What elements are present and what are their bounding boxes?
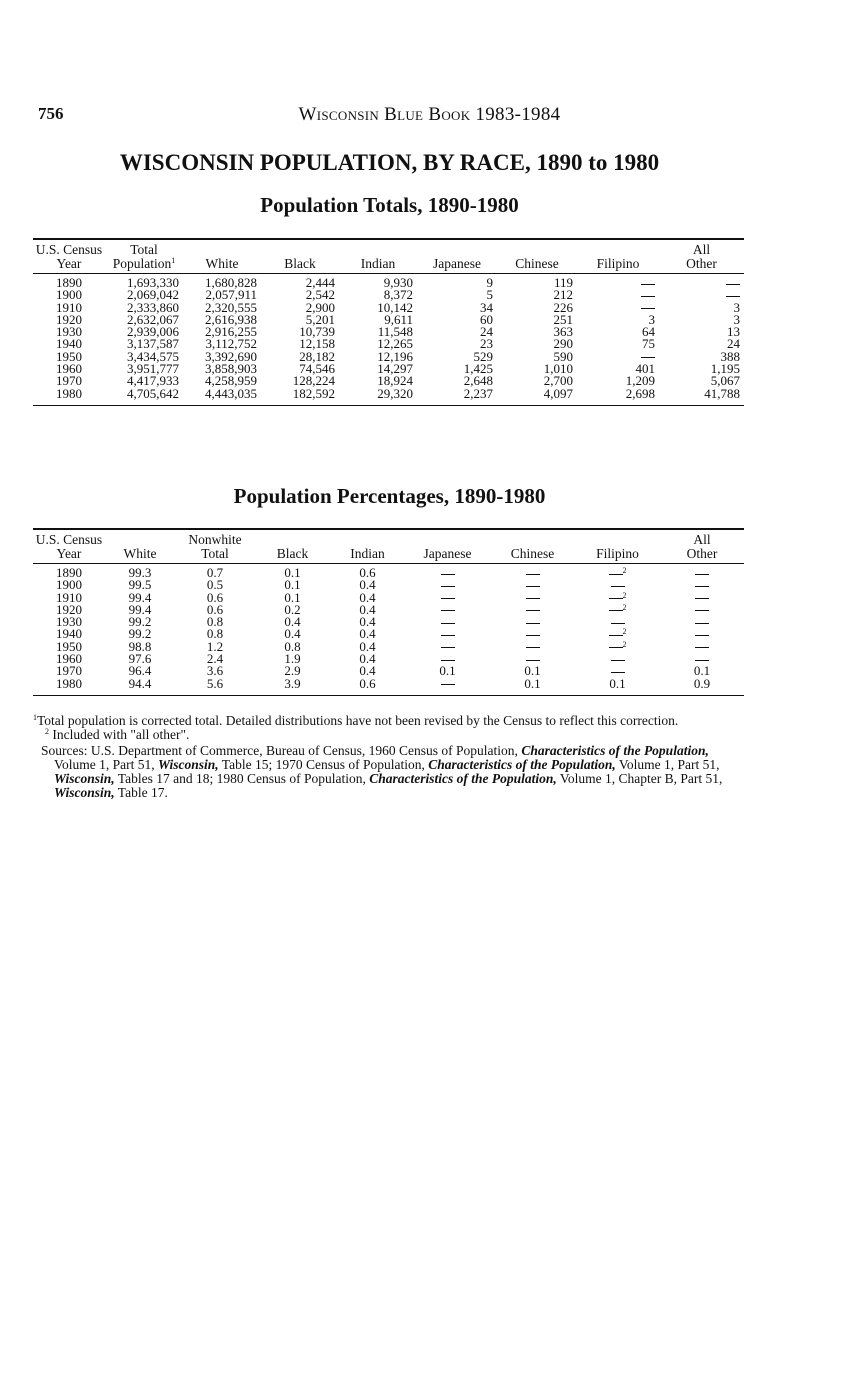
value-cell: 0.4 [284,614,301,630]
value-cell [575,616,660,628]
value-cell: 2,900 [305,299,335,315]
dash-mark [695,647,709,648]
value-cell: 1,209 [625,373,655,389]
table-row [33,678,744,696]
value-cell: 0.8 [206,614,224,630]
year-cell: 1930 [56,614,82,630]
col-header-black: Black [261,243,339,274]
value-cell: 529 [473,348,493,364]
value-cell: 41,788 [659,388,744,406]
value-cell: 12,196 [377,348,413,364]
footnote-2: $^2$ Included with "all other". [45,727,190,742]
footnote-ref-1: 1 [171,256,176,265]
publication-title: Wisconsin, [158,757,219,772]
value-cell [405,641,490,653]
dash-mark [641,357,655,358]
value-cell: 1.2 [206,638,224,654]
value-cell: 9,930 [383,275,413,290]
page-number: 756 [38,104,64,123]
value-cell [660,616,744,628]
year-cell: 1930 [56,324,82,340]
year-cell: 1970 [56,663,82,679]
value-cell: 10,142 [377,299,413,315]
value-cell: 0.1 [284,577,301,593]
dash-mark [526,635,540,636]
value-cell: 0.6 [359,565,376,580]
value-cell: 0.6 [206,589,224,605]
value-cell: 3.9 [255,678,330,696]
dash-mark [441,598,455,599]
value-cell: 0.4 [359,626,376,642]
value-cell: 388 [720,348,740,364]
value-cell [405,592,490,604]
publication-title: Wisconsin, [54,785,115,800]
dash-mark [695,660,709,661]
value-cell [660,641,744,653]
value-cell: 34 [480,299,493,315]
value-cell: 2,320,555 [205,299,257,315]
value-cell [575,579,660,591]
value-cell: 97.6 [128,651,152,667]
value-cell: 0.4 [359,601,376,617]
value-cell [405,628,490,640]
dash-mark [526,574,540,575]
value-cell: 4,443,035 [183,388,261,406]
year-cell: 1950 [56,348,82,364]
value-cell: 2.4 [206,651,224,667]
value-cell: 4,258,959 [205,373,257,389]
dash-mark [695,586,709,587]
col-header-all-other: All Other [659,243,744,274]
col-header-white: White [183,243,261,274]
value-cell: 3,392,690 [205,348,257,364]
col-header-filipino: Filipino [575,533,660,564]
dash-mark [609,598,623,599]
value-cell: 2,542 [305,287,335,303]
dash-mark [526,660,540,661]
value-cell: 3,951,777 [127,361,179,377]
value-cell: 2.9 [284,663,301,679]
value-cell: 0.4 [359,577,376,593]
dash-mark [726,284,740,285]
value-cell: 12,158 [299,336,335,352]
dash-mark [611,623,625,624]
dash-mark [695,610,709,611]
value-cell: 98.8 [128,638,152,654]
value-cell: 13 [727,324,740,340]
value-cell: 24 [727,336,740,352]
value-cell: 11,548 [377,324,413,340]
footnotes [33,714,745,800]
value-cell: 99.4 [128,589,152,605]
publication-title: Characteristics of the Population, [369,771,557,786]
value-cell: 1,195 [710,361,740,377]
value-cell: 96.4 [128,663,152,679]
year-cell: 1920 [56,601,82,617]
value-cell: 2,237 [417,388,497,406]
value-cell: 14,297 [377,361,413,377]
value-cell [660,592,744,604]
value-cell: 0.6 [330,678,405,696]
value-cell: 0.1 [439,663,456,679]
value-cell [490,604,575,616]
year-cell: 1890 [56,565,82,580]
col-header-nonwhite-total: Nonwhite Total [175,533,255,564]
value-cell: 251 [553,311,573,327]
value-cell: 2 [575,641,660,653]
dash-mark [609,610,623,611]
value-cell: 363 [553,324,573,340]
value-cell: 1.9 [284,651,301,667]
col-header-indian: Indian [339,243,417,274]
value-cell: 28,182 [299,348,335,364]
col-header-chinese: Chinese [490,533,575,564]
value-cell: 0.6 [206,601,224,617]
value-cell [490,641,575,653]
col-header-filipino: Filipino [577,243,659,274]
value-cell: 290 [553,336,573,352]
value-cell: 99.4 [128,601,152,617]
value-cell: 0.4 [284,626,301,642]
value-cell: 3 [733,311,740,327]
value-cell: 2,444 [305,275,335,290]
value-cell: 182,592 [261,388,339,406]
dash-mark [695,598,709,599]
value-cell: 1,680,828 [205,275,257,290]
dash-mark [609,574,623,575]
value-cell: 0.1 [490,678,575,696]
value-cell [577,274,659,290]
dash-mark [441,586,455,587]
value-cell [575,653,660,665]
value-cell [577,302,659,314]
dash-mark [441,684,455,685]
year-cell: 1940 [56,336,82,352]
sources-note [37,744,745,800]
value-cell: 18,924 [377,373,413,389]
value-cell: 2,916,255 [205,324,257,340]
value-cell: 24 [480,324,493,340]
source-text: Table 17. [114,785,168,800]
dash-mark [526,586,540,587]
col-header-black: Black [255,533,330,564]
dash-mark [441,623,455,624]
dash-mark [611,672,625,673]
value-cell: 1,425 [463,361,493,377]
value-cell: 99.5 [128,577,152,593]
population-totals-table [33,238,744,406]
value-cell: 3.6 [206,663,224,679]
value-cell: 4,705,642 [105,388,183,406]
value-cell: 2 [575,564,660,580]
table-row [33,388,744,406]
dash-mark [641,284,655,285]
value-cell: 0.4 [359,614,376,630]
value-cell [660,628,744,640]
year-cell: 1890 [56,275,82,290]
value-cell: 9,611 [384,311,413,327]
value-cell [660,579,744,591]
year-cell: 1980 [33,388,105,406]
value-cell: 226 [553,299,573,315]
source-text: Table 15; 1970 Census of Population, [218,757,429,772]
value-cell: 99.2 [128,626,152,642]
value-cell: 2,700 [543,373,573,389]
value-cell: 99.3 [128,565,152,580]
value-cell: 5,201 [305,311,335,327]
value-cell: 3 [648,311,655,327]
value-cell: 2,648 [463,373,493,389]
running-head: Wisconsin Blue Book 1983-1984 [298,104,561,125]
value-cell: 94.4 [105,678,175,696]
dash-mark [441,610,455,611]
value-cell: 5,067 [710,373,740,389]
value-cell: 0.8 [206,626,224,642]
value-cell: 0.5 [206,577,224,593]
dash-mark [441,574,455,575]
year-cell: 1980 [33,678,105,696]
value-cell: 3,434,575 [127,348,179,364]
value-cell: 0.1 [284,565,301,580]
publication-title: Characteristics of the Population, [521,743,709,758]
dash-mark [641,308,655,309]
value-cell: 0.4 [359,663,376,679]
value-cell: 3,858,903 [205,361,257,377]
value-cell: 1,010 [543,361,573,377]
source-text: Sources: U.S. Department of Commerce, Bureau of Census, 1960 Census of Population, [41,743,522,758]
value-cell [405,579,490,591]
value-cell: 3 [733,299,740,315]
value-cell [577,289,659,301]
value-cell [659,289,744,301]
dash-mark [526,610,540,611]
dash-mark [641,296,655,297]
population-percentages-table [33,528,744,696]
dash-mark [611,660,625,661]
value-cell: 2,069,042 [127,287,179,303]
value-cell: 64 [642,324,655,340]
value-cell [659,274,744,290]
dash-mark [726,296,740,297]
col-header-all-other: All Other [660,533,744,564]
value-cell: 0.4 [359,638,376,654]
percentages-title: Population Percentages, 1890-1980 [233,484,546,508]
value-cell [490,592,575,604]
value-cell: 23 [480,336,493,352]
value-cell: 0.4 [359,589,376,605]
value-cell: 2 [575,628,660,640]
value-cell: 75 [642,336,655,352]
dash-mark [526,598,540,599]
col-header-japanese: Japanese [405,533,490,564]
value-cell: 60 [480,311,493,327]
year-cell: 1960 [56,651,82,667]
source-text: Volume 1, Part 51, [615,757,720,772]
col-header-year: U.S. Census Year [33,533,105,564]
year-cell: 1920 [56,311,82,327]
value-cell: 74,546 [299,361,335,377]
dash-mark [609,647,623,648]
value-cell: 5 [486,287,493,303]
value-cell: 10,739 [299,324,335,340]
value-cell: 4,417,933 [127,373,179,389]
value-cell [490,564,575,580]
dash-mark [526,623,540,624]
dash-mark [695,623,709,624]
value-cell: 212 [553,287,573,303]
value-cell: 0.1 [693,663,711,679]
value-cell: 401 [635,361,655,377]
value-cell: 9 [486,275,493,290]
source-text: Tables 17 and 18; 1980 Census of Population, [114,771,370,786]
value-cell: 1,693,330 [127,275,179,290]
value-cell: 2 [575,604,660,616]
col-header-japanese: Japanese [417,243,497,274]
value-cell [405,604,490,616]
publication-title: Characteristics of the Population, [428,757,616,772]
year-cell: 1910 [56,299,82,315]
footnote-1: $^1$Total population is corrected total. Detailed distributions have not been revised by the Census to reflect this correction. [33,713,679,728]
value-cell [405,564,490,580]
value-cell [660,564,744,580]
year-cell: 1960 [56,361,82,377]
dash-mark [441,635,455,636]
value-cell: 3,112,752 [205,336,257,352]
dash-mark [441,660,455,661]
value-cell: 590 [553,348,573,364]
value-cell: 2,632,067 [127,311,179,327]
value-cell: 0.1 [284,589,301,605]
col-header-year: U.S. Census Year [33,243,105,274]
source-text: Volume 1, Part 51, [54,757,158,772]
value-cell: 4,097 [497,388,577,406]
year-cell: 1940 [56,626,82,642]
value-cell: 2,698 [577,388,659,406]
main-title: WISCONSIN POPULATION, BY RACE, 1890 to 1980 [119,150,660,175]
value-cell: 0.7 [206,565,224,580]
value-cell [490,616,575,628]
value-cell: 0.1 [524,663,541,679]
value-cell: 119 [553,275,573,290]
col-header-white: White [105,533,175,564]
value-cell [660,604,744,616]
value-cell: 2,333,860 [127,299,179,315]
value-cell: 29,320 [339,388,417,406]
value-cell [405,616,490,628]
value-cell: 0.8 [284,638,301,654]
col-header-indian: Indian [330,533,405,564]
value-cell [490,628,575,640]
value-cell: 0.4 [359,651,376,667]
year-cell: 1900 [56,287,82,303]
dash-mark [695,635,709,636]
value-cell: 12,265 [377,336,413,352]
source-text: Volume 1, Chapter B, Part 51, [556,771,723,786]
value-cell: 3,137,587 [127,336,179,352]
totals-title: Population Totals, 1890-1980 [260,193,519,217]
dash-mark [609,635,623,636]
dash-mark [526,647,540,648]
year-cell: 1970 [56,373,82,389]
value-cell [490,579,575,591]
value-cell: 2,939,006 [127,324,179,340]
col-header-total-population: Total Population$^1$ [105,243,183,274]
value-cell: 0.2 [284,601,301,617]
value-cell: 2,616,938 [205,311,257,327]
dash-mark [611,586,625,587]
value-cell: 8,372 [383,287,413,303]
col-header-chinese: Chinese [497,243,577,274]
value-cell: 5.6 [175,678,255,696]
year-cell: 1910 [56,589,82,605]
value-cell: 128,224 [292,373,335,389]
value-cell: 99.2 [128,614,152,630]
dash-mark [695,574,709,575]
value-cell: 2,057,911 [205,287,257,303]
year-cell: 1950 [56,638,82,654]
value-cell [405,678,490,696]
value-cell: 2 [575,592,660,604]
publication-title: Wisconsin, [54,771,115,786]
value-cell: 0.9 [660,678,744,696]
year-cell: 1900 [56,577,82,593]
dash-mark [441,647,455,648]
value-cell: 0.1 [575,678,660,696]
